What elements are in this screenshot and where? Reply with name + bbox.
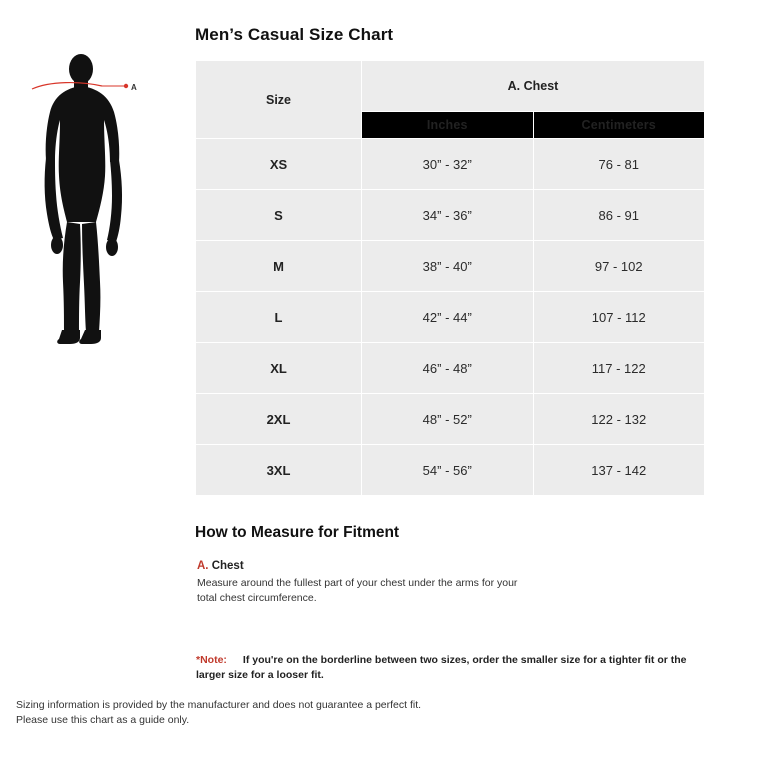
- chest-measure-indicator: [30, 80, 140, 96]
- cell-centimeters: 137 - 142: [533, 445, 705, 496]
- table-row: [196, 139, 705, 190]
- howto-item-label: [197, 560, 527, 572]
- cell-size: XL: [196, 343, 362, 394]
- cell-centimeters: 76 - 81: [533, 139, 705, 190]
- note-block: [196, 653, 701, 683]
- cell-inches: 42” - 44”: [362, 292, 534, 343]
- header-size: Size: [196, 61, 362, 139]
- table-row: [196, 343, 705, 394]
- cell-inches: 34” - 36”: [362, 190, 534, 241]
- table-header-row: [196, 61, 705, 112]
- table-row: [196, 190, 705, 241]
- table-row: [196, 445, 705, 496]
- header-centimeters: Centimeters: [533, 112, 705, 139]
- cell-size: S: [196, 190, 362, 241]
- footer-disclaimer: [16, 698, 536, 728]
- cell-size: 3XL: [196, 445, 362, 496]
- cell-centimeters: 107 - 112: [533, 292, 705, 343]
- header-chest-group: A. Chest: [362, 61, 705, 112]
- male-body-figure: [24, 50, 174, 360]
- table-row: [196, 394, 705, 445]
- cell-size: XS: [196, 139, 362, 190]
- cell-inches: 30” - 32”: [362, 139, 534, 190]
- howto-item-text: Measure around the fullest part of your chest under the arms for your total chest circumference.: [197, 577, 518, 604]
- cell-centimeters: 86 - 91: [533, 190, 705, 241]
- table-row: [196, 292, 705, 343]
- cell-centimeters: 122 - 132: [533, 394, 705, 445]
- cell-inches: 46” - 48”: [362, 343, 534, 394]
- cell-size: 2XL: [196, 394, 362, 445]
- cell-inches: 48” - 52”: [362, 394, 534, 445]
- howto-heading: How to Measure for Fitment: [195, 524, 400, 541]
- cell-centimeters: 97 - 102: [533, 241, 705, 292]
- note-text: If you're on the borderline between two sizes, order the smaller size for a tighter fit or the larger size for a looser fit.: [196, 654, 687, 681]
- cell-centimeters: 117 - 122: [533, 343, 705, 394]
- header-inches: Inches: [362, 112, 534, 139]
- footer-line-2: Please use this chart as a guide only.: [16, 714, 190, 726]
- howto-item-name: Chest: [208, 560, 244, 572]
- cell-size: M: [196, 241, 362, 292]
- howto-chest-block: [197, 560, 527, 606]
- cell-size: L: [196, 292, 362, 343]
- cell-inches: 38” - 40”: [362, 241, 534, 292]
- table-row: [196, 241, 705, 292]
- size-chart-table: [195, 60, 705, 496]
- howto-item-letter: A.: [197, 560, 209, 572]
- cell-inches: 54” - 56”: [362, 445, 534, 496]
- note-label: *Note:: [196, 654, 227, 666]
- footer-line-1: Sizing information is provided by the manufacturer and does not guarantee a perfect fit.: [16, 699, 422, 711]
- page-title: Men’s Casual Size Chart: [195, 25, 394, 44]
- svg-text:A: A: [131, 83, 137, 92]
